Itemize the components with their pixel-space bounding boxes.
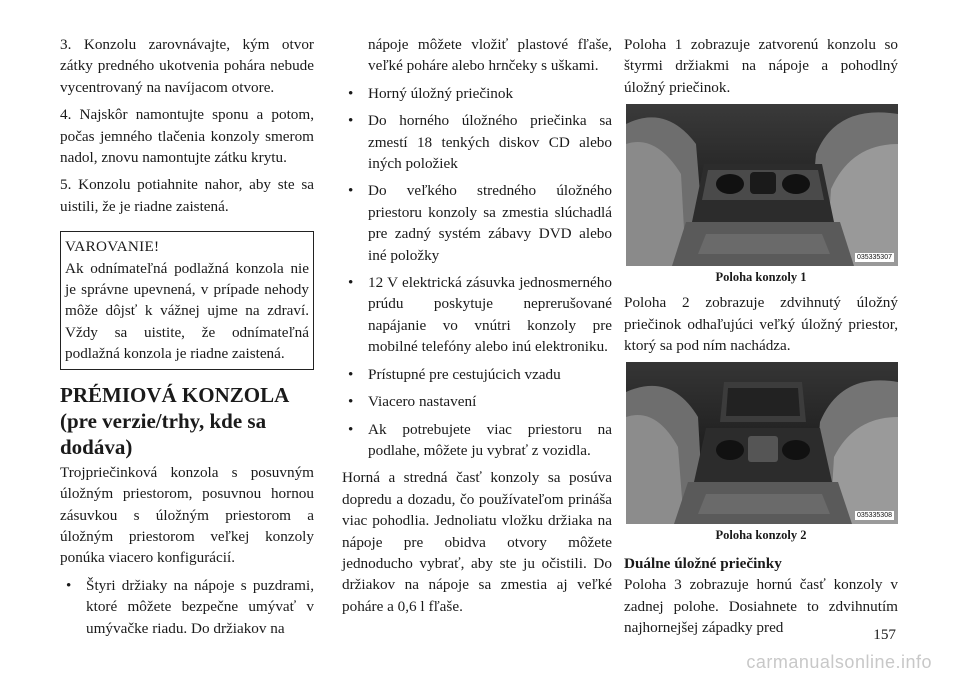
warning-box — [60, 231, 314, 369]
section-heading: PRÉMIOVÁ KONZOLA (pre verzie/trhy, kde sa dodáva) — [60, 382, 289, 459]
column-middle — [342, 34, 612, 623]
image-code: 035335308 — [856, 512, 892, 520]
feature-item: • Do veľkého stredného úložného priestoru konzoly sa zmestia slúchadlá pre zadný systém zábavy DVD alebo iné položky — [342, 180, 612, 266]
feature-item: • Do horného úložného priečinka sa zmestí 18 tenkých diskov CD alebo iných položiek — [342, 110, 612, 174]
feature-item: • Viacero nastavení — [342, 391, 612, 412]
feature-item: • Prístupné pre cestujúcich vzadu — [342, 364, 612, 385]
bullet-continuation: nápoje môžete vložiť plastové fľaše, veľké poháre alebo hrnčeky s uškami. — [368, 36, 612, 75]
watermark: carmanualsonline.info — [746, 652, 932, 672]
feature-item: • 12 V elektrická zásuvka jednosmerného prúdu poskytuje neprerušované napájanie vo vnútri konzoly pre mobilné telefóny alebo inú elektroniku. — [342, 272, 612, 358]
feature-item: • Ak potrebujete viac priestoru na podlahe, môžete ju vybrať z vozidla. — [342, 419, 612, 462]
console-illustration-1 — [626, 104, 898, 266]
feature-list — [342, 83, 612, 462]
console-photo-2 — [626, 362, 898, 524]
position-1-text: Poloha 1 zobrazuje zatvorenú konzolu so štyrmi držiakmi na nápoje a pohodlný úložný priečinok. — [624, 36, 898, 96]
warning-title: VAROVANIE! — [65, 238, 160, 256]
image-code: 035335307 — [856, 254, 892, 262]
figure-caption: Poloha konzoly 1 — [715, 270, 807, 285]
subheading: Duálne úložné priečinky — [624, 555, 782, 573]
step-5: 5. Konzolu potiahnite nahor, aby ste sa uistili, že je riadne zaistená. — [60, 176, 314, 215]
figure-caption: Poloha konzoly 2 — [715, 528, 807, 543]
warning-text: Ak odnímateľná podlažná konzola nie je správne upevnená, v prípade nehody môže dôjsť k vážnej ujme na zdraví. Vždy sa uistite, že odnímateľná podlažná konzola je riadne zaistená. — [65, 259, 309, 363]
intro-paragraph: Trojpriečinková konzola s posuvným úložným priestorom, posuvnou hornou zásuvkou s úložným priestorom a úložným priestorom veľkej konzoly ponúka viacero konfigurácií. — [60, 463, 314, 567]
console-description: Horná a stredná časť konzoly sa posúva dopredu a dozadu, čo používateľom prináša viac pohodlia. Jednoliatu vložku držiaka na nápoje pre obidva otvory môžete jednoducho vybrať, aby ste ju očistili. Do držiakov na nápoje sa zmestia aj veľké poháre a 0,6 l fľaše. — [342, 469, 612, 615]
step-3: 3. Konzolu zarovnávajte, kým otvor zátky predného ukotvenia pohára nebude vycentrovaný na navíjacom otvore. — [60, 36, 314, 96]
position-2-text: Poloha 2 zobrazuje zdvihnutý úložný priečinok odhaľujúci veľký úložný priestor, ktorý sa pod ním nachádza. — [624, 294, 898, 355]
feature-list-start — [60, 575, 314, 639]
console-photo-1 — [626, 104, 898, 266]
column-right — [624, 34, 898, 645]
console-illustration-2 — [626, 362, 898, 524]
step-4: 4. Najskôr namontujte sponu a potom, počas jemného tlačenia konzoly smerom nadol, znovu namontujte zátku krytu. — [60, 106, 314, 167]
page-number: 157 — [873, 626, 896, 643]
feature-item: • Štyri držiaky na nápoje s puzdrami, ktoré môžete bezpečne umývať v umývačke riadu. Do držiakov na — [60, 575, 314, 639]
column-left — [60, 34, 314, 645]
position-3-text: Poloha 3 zobrazuje hornú časť konzoly v zadnej polohe. Dosiahnete to zdvihnutím najhornejšej západky pred — [624, 576, 898, 637]
feature-item: • Horný úložný priečinok — [342, 83, 612, 104]
